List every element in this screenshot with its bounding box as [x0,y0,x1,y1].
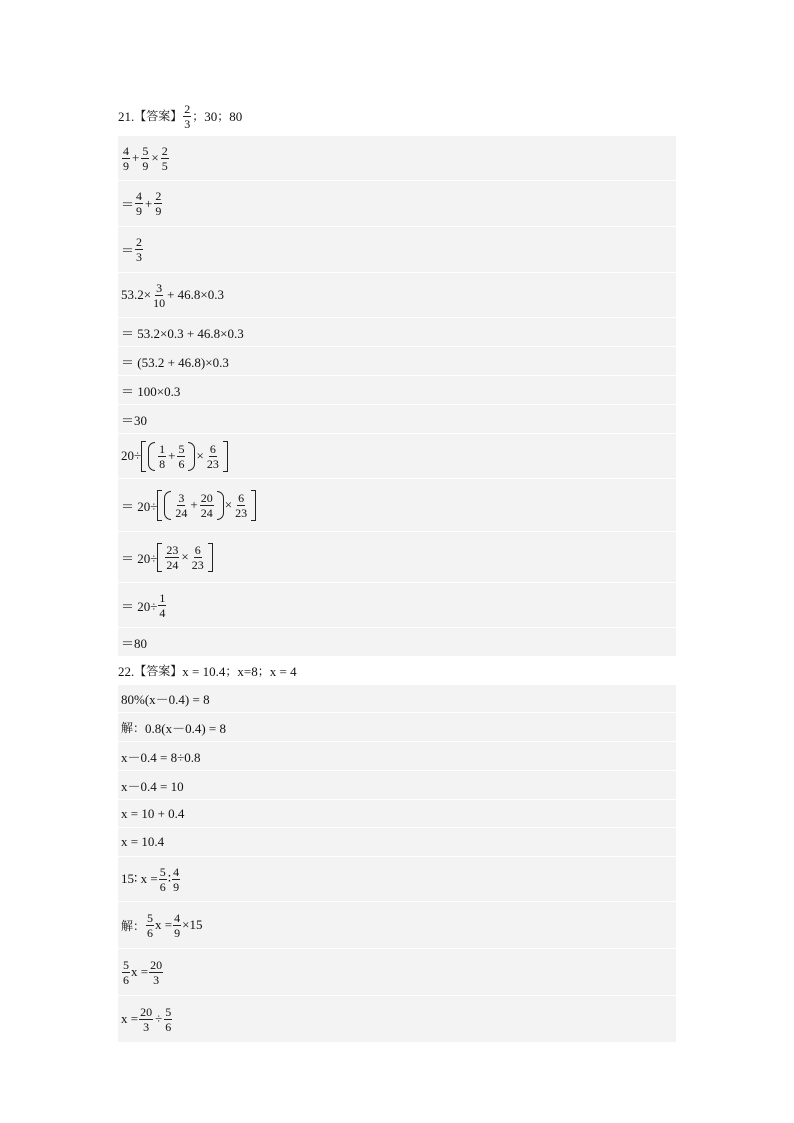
calc1-line-3: ＝ $\frac{2}{3}$ [118,227,676,273]
q21-answer-3: 80 [229,108,243,124]
calc3-line-3: ＝ 20÷ $\frac{23}{24}$ × $\frac{6}{23}$ [118,532,676,583]
q21-answer-header: 21. 【答案】 $\frac{2}{3}$ ； 30 ； 80 [118,101,243,131]
q22-answer-1: x = 10.4 [182,663,226,679]
calc3-line-5: ＝80 [118,628,676,657]
calc2-line-1: 53.2× $\frac{3}{10}$ + 46.8×0.3 [118,273,676,318]
calc1-line-1: $\frac{4}{9}$ + $\frac{5}{9}$ × $\frac{2}{5}$ [118,136,676,181]
q21-solution-box [118,136,676,657]
q21-answer-fraction: $\frac{2}{3}$ [184,101,191,131]
q21-answer-2: 30 [204,108,218,124]
q22-answer-3: x = 4 [269,663,297,679]
eq1-line-6: x = 10.4 [118,828,676,857]
eq2-line-3: $\frac{5}{6}$ x = $\frac{20}{3}$ [118,949,676,996]
calc2-line-4: ＝ 100×0.3 [118,376,676,405]
eq2-line-2: 解： $\frac{5}{6}$ x = $\frac{4}{9}$ ×15 [118,902,676,949]
eq2-line-1: 15∶ x = $\frac{5}{6}$ ∶ $\frac{4}{9}$ [118,857,676,902]
eq1-line-5: x = 10 + 0.4 [118,800,676,828]
calc1-line-2: ＝ $\frac{4}{9}$ + $\frac{2}{9}$ [118,181,676,227]
q22-solution-box [118,685,676,1043]
answer-page [118,96,676,1043]
calc2-line-2: ＝ 53.2×0.3 + 46.8×0.3 [118,318,676,347]
q21-number: 21. [118,108,135,124]
q21-answer-tag: 【答案】 [134,109,183,123]
eq2-line-4: x = $\frac{20}{3}$ ÷ $\frac{5}{6}$ [118,996,676,1043]
q22-number: 22. [118,663,135,679]
q22-answer-header: 22. 【答案】 x = 10.4 ； x=8 ； x = 4 [118,663,297,679]
calc2-line-5: ＝30 [118,405,676,434]
calc3-line-2: ＝ 20÷ $\frac{3}{24}$ + $\frac{20}{24}$ × $\frac{6}{23}$ [118,479,676,532]
calc3-line-1: 20÷ $\frac{1}{8}$ + $\frac{5}{6}$ × $\frac{6}{23}$ [118,434,676,479]
eq1-line-4: x－0.4 = 10 [118,771,676,800]
q22-answer-tag: 【答案】 [134,664,183,678]
calc3-line-4: ＝ 20÷ $\frac{1}{4}$ [118,583,676,628]
eq1-line-2: 解： 0.8(x－0.4) = 8 [118,713,676,742]
q22-answer-2: x=8 [237,663,258,679]
eq1-line-3: x－0.4 = 8÷0.8 [118,742,676,771]
calc2-line-3: ＝ (53.2 + 46.8)×0.3 [118,347,676,376]
eq1-line-1: 80%(x－0.4) = 8 [118,685,676,713]
